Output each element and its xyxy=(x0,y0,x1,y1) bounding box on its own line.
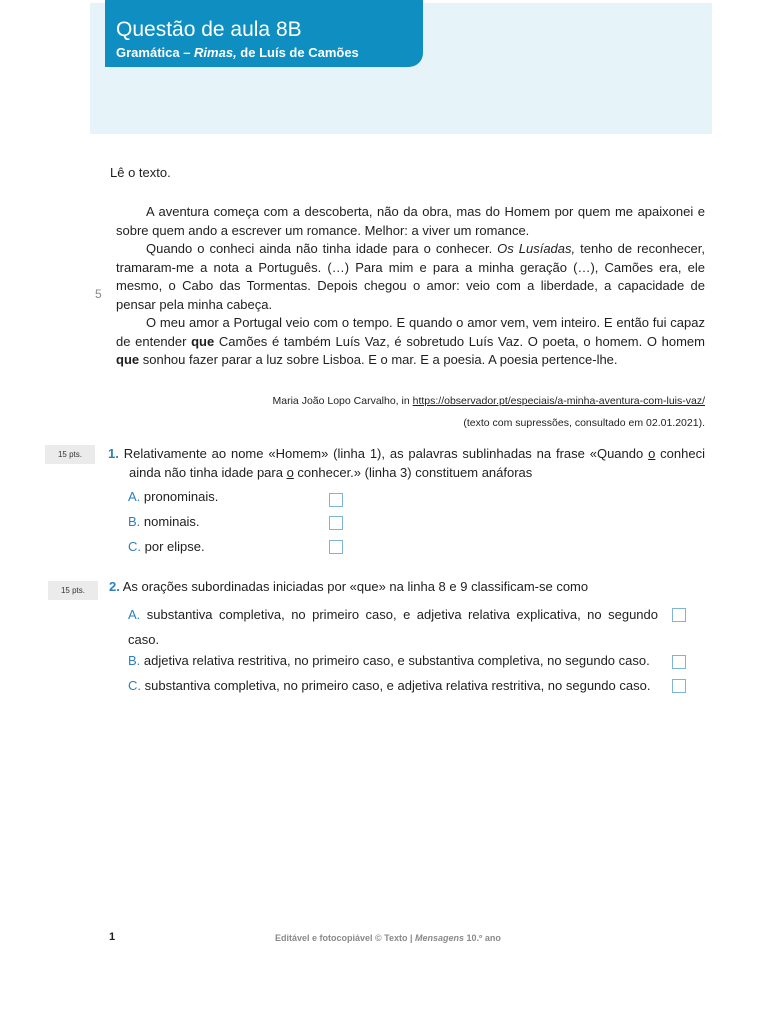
passage-paragraph-3 xyxy=(116,314,705,370)
q1-underlined-word: o xyxy=(648,446,656,461)
question-2 xyxy=(109,577,588,596)
option-letter: B. xyxy=(128,514,141,529)
option-letter: B. xyxy=(128,653,141,668)
footer-text xyxy=(275,933,501,943)
source-author: Maria João Lopo Carvalho, in xyxy=(272,395,413,407)
footer-copyright: Editável e fotocopiável © Texto | xyxy=(275,933,416,943)
q1-underlined-word: o xyxy=(286,465,294,480)
passage-text-span: Camões é também Luís Vaz, é sobretudo Luís Vaz. O poeta, o homem. O homem xyxy=(214,333,705,349)
page-subtitle xyxy=(116,45,359,61)
option-text: nominais. xyxy=(140,514,200,529)
passage-text-span: Quando o conheci ainda não tinha idade para o conhecer. xyxy=(146,241,498,256)
q1-text: conheci ainda não tinha idade para xyxy=(129,446,705,480)
q2-points-badge: 15 pts. xyxy=(48,581,98,600)
q2-option-a xyxy=(128,602,658,652)
subtitle-work: Rimas, xyxy=(194,45,237,60)
q1-option-c-checkbox[interactable] xyxy=(329,540,343,554)
q1-number: 1. xyxy=(108,446,119,461)
page-number: 1 xyxy=(109,931,116,943)
question-1 xyxy=(108,444,705,482)
subtitle-suffix: de Luís de Camões xyxy=(236,45,359,60)
passage-text xyxy=(116,203,705,370)
subtitle-prefix: Gramática – xyxy=(116,45,195,60)
source-citation xyxy=(273,394,705,408)
option-text: substantiva completiva, no primeiro caso, e adjetiva relativa explicativa, no segundo caso. xyxy=(128,607,658,647)
passage-paragraph-2 xyxy=(116,240,705,314)
line-number: 5 xyxy=(95,287,102,301)
footer-grade: 10.º ano xyxy=(464,933,501,943)
q2-option-b-checkbox[interactable] xyxy=(672,655,686,669)
q1-option-a xyxy=(128,489,218,505)
q1-option-b-checkbox[interactable] xyxy=(329,516,343,530)
q2-option-c xyxy=(128,678,650,694)
q1-option-a-checkbox[interactable] xyxy=(329,493,343,507)
passage-text-span: sonhou fazer parar a luz sobre Lisboa. E o mar. E a poesia. A poesia pertence-lhe. xyxy=(139,352,618,367)
footer-book: Mensagens xyxy=(415,933,465,943)
source-link[interactable]: https://observador.pt/especiais/a-minha-aventura-com-luis-vaz/ xyxy=(412,395,705,407)
page-title: Questão de aula 8B xyxy=(116,18,302,41)
q1-option-c xyxy=(128,539,205,555)
option-text: por elipse. xyxy=(141,539,205,554)
q1-option-b xyxy=(128,514,200,530)
book-title: Os Lusíadas, xyxy=(497,241,576,256)
option-letter: A. xyxy=(128,489,141,504)
option-letter: C. xyxy=(128,678,141,693)
q1-text: conhecer.» (linha 3) constituem anáforas xyxy=(293,465,533,480)
q2-number: 2. xyxy=(109,579,120,594)
q2-option-a-checkbox[interactable] xyxy=(672,608,686,622)
option-text: substantiva completiva, no primeiro caso, e adjetiva relativa restritiva, no segundo caso. xyxy=(141,678,651,693)
option-text: pronominais. xyxy=(140,489,219,504)
option-letter: C. xyxy=(128,539,141,554)
q2-option-c-checkbox[interactable] xyxy=(672,679,686,693)
q1-points-badge: 15 pts. xyxy=(45,445,95,464)
q2-text: As orações subordinadas iniciadas por «que» na linha 8 e 9 classificam-se como xyxy=(119,579,589,594)
source-note: (texto com supressões, consultado em 02.01.2021). xyxy=(463,417,705,429)
intro-instruction: Lê o texto. xyxy=(110,165,171,180)
highlighted-que-2: que xyxy=(116,352,140,367)
q1-text: Relativamente ao nome «Homem» (linha 1), as palavras sublinhadas na frase «Quando xyxy=(123,446,649,461)
passage-paragraph-1: A aventura começa com a descoberta, não da obra, mas do Homem por quem me apaixonei e sobre quem ando a escrever um romance. Melhor: a viver um romance. xyxy=(116,204,705,238)
option-text: adjetiva relativa restritiva, no primeiro caso, e substantiva completiva, no segundo caso. xyxy=(140,653,650,668)
passage-text-span: tenho de reconhecer, tramaram-me a nota a Português. (…) Para mim e para a minha geração (…), Camões era, ele mesmo, o Cabo das Tormentas. Depois chegou o amor: veio com a liberdade, a capacidade de pensar pela minha cabeça. xyxy=(116,241,705,312)
q2-option-b xyxy=(128,653,650,669)
header-tab xyxy=(105,0,423,67)
passage-text-span: O meu amor a Portugal veio com o tempo. E quando o amor vem, vem inteiro. E então fui capaz de entender xyxy=(116,315,705,349)
highlighted-que-1: que xyxy=(191,333,215,349)
option-letter: A. xyxy=(128,607,141,622)
